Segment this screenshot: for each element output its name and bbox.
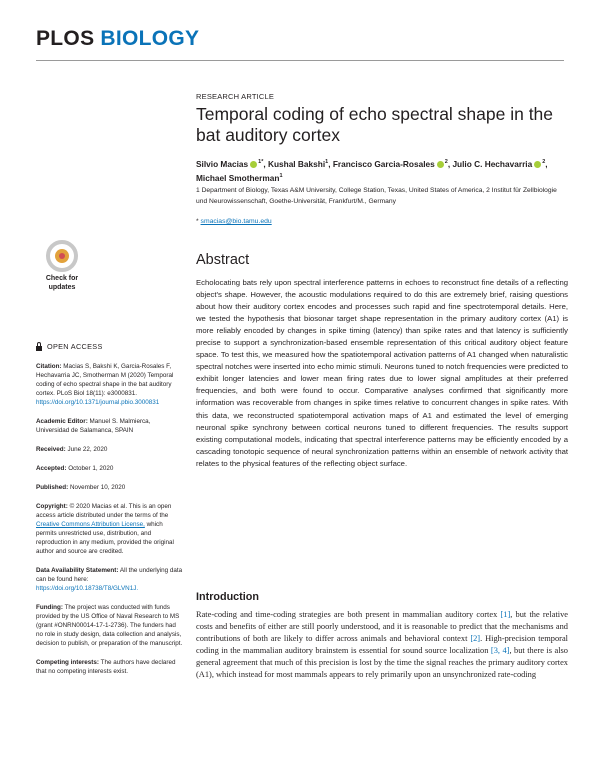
corresponding-email-link[interactable]: smacias@bio.tamu.edu [200, 218, 272, 225]
author-affiliation-sup: 2 [542, 159, 546, 165]
funding-text: The project was conducted with funds provided by the US Office of Naval Research to MS (grant #ONRN00014-17-1-2736). The funders had no role in study design, data collection and analysis, decision to publish, or preparation of the manuscript. [36, 604, 183, 647]
citation-block [36, 362, 184, 407]
published-block [36, 483, 184, 492]
orcid-icon[interactable] [437, 161, 444, 168]
citation-label: Citation: [36, 363, 62, 370]
copyright-text: © 2020 Macias et al. This is an open access article distributed under the terms of the [36, 503, 172, 519]
funding-label: Funding: [36, 604, 63, 611]
intro-text: . High-precision temporal coding in the mammalian auditory brainstem is essential for sound source localization [196, 634, 568, 656]
orcid-icon[interactable] [250, 161, 257, 168]
corresponding-email-line [196, 218, 272, 225]
author-list: Silvio Macias $^{1*}$, Kushal Bakshi$^1$, Francisco Garcia-Rosales $^2$, Julio C. Hechavarria $^2$, Michael Smotherman$^1$ [196, 158, 548, 183]
copyright-block [36, 502, 184, 556]
citation-ref-link[interactable]: [2] [470, 634, 481, 644]
journal-logo [36, 26, 199, 52]
citation-doi-link[interactable]: https://doi.org/10.1371/journal.pbio.3000831 [36, 399, 160, 406]
author-name[interactable]: Julio C. Hechavarria [452, 158, 533, 169]
introduction-paragraph [196, 609, 568, 681]
editor-label: Academic Editor: [36, 418, 88, 425]
citation-ref-link[interactable]: [1] [500, 610, 511, 619]
intro-text: , but there is also general agreement that much of this precision is lost by the time the signal reaches the primary auditory cortex (A1), which instead for most mammals appears to rely primarily upon an unsynchronized rate-coding [196, 646, 568, 680]
copyright-text-end: which permits unrestricted use, distribution, and reproduction in any medium, provided the original author and source are credited. [36, 521, 174, 555]
published-label: Published: [36, 484, 69, 491]
author-affiliation-sup: 1 [258, 159, 262, 165]
data-availability-text: All the underlying data can be found here: [36, 567, 183, 583]
badge-line2: updates [48, 284, 76, 291]
data-availability-block [36, 566, 184, 593]
open-access-text: OPEN ACCESS [47, 342, 103, 351]
abstract-heading: Abstract [196, 252, 250, 268]
accepted-date: October 1, 2020 [68, 465, 114, 472]
author-name[interactable]: Francisco Garcia-Rosales [332, 158, 435, 169]
competing-interests-label: Competing interests: [36, 659, 99, 666]
competing-interests-block [36, 658, 184, 676]
data-doi-link[interactable]: https://doi.org/10.18738/T8/GLVN1J. [36, 585, 139, 592]
open-access-label [36, 342, 184, 351]
author-affiliation-sup: 1 [325, 159, 329, 165]
citation-ref-link[interactable]: 4] [502, 646, 510, 656]
received-label: Received: [36, 446, 66, 453]
data-availability-label: Data Availability Statement: [36, 567, 119, 574]
received-block [36, 445, 184, 454]
competing-interests-text: The authors have declared that no competing interests exist. [36, 659, 176, 675]
copyright-label: Copyright: [36, 503, 68, 510]
affiliations: 1 Department of Biology, Texas A&M University, College Station, Texas, United States of America, 2 Institut für Zellbiologie und Neurowissenschaft, Goethe-Universität, Frankfurt/M., Germany [196, 187, 557, 205]
editor-block [36, 417, 184, 435]
badge-line1: Check for [45, 275, 79, 282]
journal-name-biology: BIOLOGY [100, 27, 200, 50]
published-date: November 10, 2020 [69, 484, 126, 491]
article-title: Temporal coding of echo spectral shape in the bat auditory cortex [196, 104, 554, 145]
author-name[interactable]: Michael Smotherman [196, 172, 280, 183]
article-info-sidebar [36, 342, 184, 686]
accepted-label: Accepted: [36, 465, 67, 472]
intro-text: Rate-coding and time-coding strategies are both present in mammalian auditory cortex [196, 610, 501, 619]
received-date: June 22, 2020 [67, 446, 108, 453]
editor-text: Manuel S. Malmierca, Universidad de Salamanca, SPAIN [36, 418, 151, 434]
corresponding-star: * [196, 218, 199, 225]
author-affiliation-sup: 2 [444, 159, 448, 165]
header-divider [36, 60, 564, 61]
introduction-heading: Introduction [196, 591, 259, 603]
orcid-icon[interactable] [534, 161, 541, 168]
author-name[interactable]: Kushal Bakshi [267, 158, 326, 169]
article-type: RESEARCH ARTICLE [196, 92, 275, 101]
journal-name-plos: PLOS [36, 27, 95, 50]
author-name[interactable]: Silvio Macias [196, 158, 249, 169]
intro-text: , but the relative costs and benefits of either are still poorly understood, and it is reasonable to predict that the mechanisms and contributions of both are likely to differ across animals and behavioral context [196, 610, 568, 644]
citation-text: Macias S, Bakshi K, Garcia-Rosales F, Hechavarria JC, Smotherman M (2020) Temporal coding of echo spectral shape in the bat auditory cortex. PLoS Biol 18(11): e3000831. [36, 363, 174, 397]
corresponding-marker: * [261, 159, 264, 165]
accepted-block [36, 464, 184, 473]
check-for-updates-label [36, 274, 88, 292]
open-lock-icon [36, 346, 42, 351]
check-for-updates-badge[interactable] [36, 240, 88, 296]
check-for-updates-icon [46, 240, 78, 272]
cc-license-link[interactable]: Creative Commons Attribution License, [36, 521, 145, 528]
citation-ref-link[interactable]: [3, [490, 646, 500, 656]
funding-block [36, 603, 184, 648]
author-affiliation-sup: 1 [279, 172, 283, 179]
abstract-text: Echolocating bats rely upon spectral interference patterns in echoes to reconstruct fine details of a reflecting object's shape. However, the acoustic modulations required to do this are extremely brief, raising questions about how their auditory cortex encodes and processes such rapid and fine spectrotemporal details. Here, we tested the hypothesis that biosonar target shape representation in the primary auditory cortex (A1) is more reliably encoded by changes in spike timing (latency) than spike rates and that latency is sufficiently precise to support a synchronization-based ensemble representation of this critical auditory object feature space. To test this, we measured how the spatiotemporal activation patterns of A1 changed when naturalistic spectral notches were inserted into echo mimic stimuli. Neurons tuned to notch frequencies were predicted to exhibit longer latencies and lower mean firing rates due to lower signal amplitudes at their preferred frequencies, and both were found to occur. Comparative analyses confirmed that significantly more information was recoverable from changes in spike times relative to concurrent changes in spike rates. With this data, we reconstructed spatiotemporal activation maps of A1 and estimated the level of emerging neuronal spike synchrony between cortical neurons tuned to different frequencies. The results support existing computational models, indicating that spectral interference patterns may be efficiently encoded by a cascading tonotopic sequence of neural synchronization patterns within an ensemble of network activity that relates to the physical features of the reflecting object surface. [196, 278, 568, 468]
